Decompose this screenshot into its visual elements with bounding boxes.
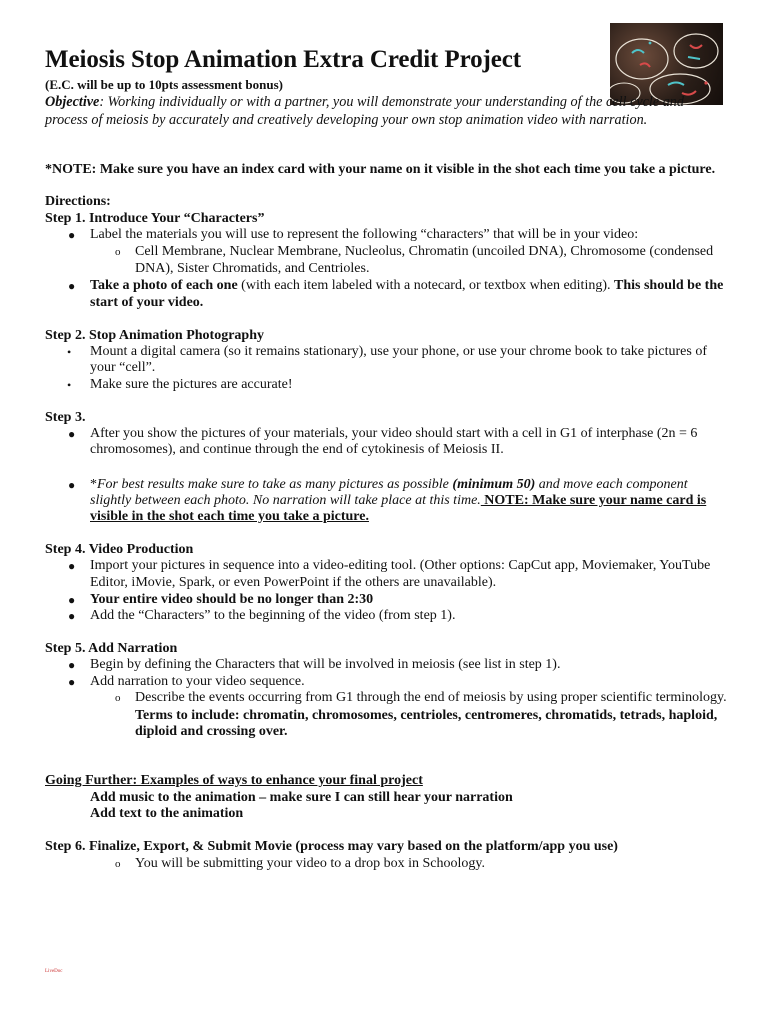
step4-bullet2: Your entire video should be no longer than 2:30 [90, 592, 374, 607]
asterisk: * [90, 477, 97, 492]
step3-heading: Step 3. [45, 410, 86, 425]
step4-bullet1-line2: Editor, iMovie, Spark, or even PowerPoint if the others are unavailable). [90, 575, 497, 590]
step3-bullet1-line1: After you show the pictures of your materials, your video should start with a cell in G1 of interphase (2n = 6 [90, 426, 698, 441]
step1-sub1-line2: DNA), Sister Chromatids, and Centrioles. [135, 261, 370, 276]
step5-sub1-line1: Describe the events occurring from G1 through the end of meiosis by using proper scientific terminology. [135, 690, 727, 705]
step1-bullet2-line2: start of your video. [90, 295, 204, 310]
step6-sub1: You will be submitting your video to a drop box in Schoology. [135, 856, 485, 871]
step1-bullet2-bold: Take a photo of each one [90, 278, 238, 293]
footer-mark: LiveDoc [45, 969, 63, 974]
step5-heading: Step 5. Add Narration [45, 641, 178, 656]
objective-label: Objective [45, 94, 100, 110]
step3-minimum: (minimum 50) [452, 477, 536, 492]
step3-tip-text-3: slightly between each photo. No narration will take place at this time. [90, 493, 481, 508]
step2-heading: Step 2. Stop Animation Photography [45, 328, 264, 343]
step2-bullet1-line1: Mount a digital camera (so it remains stationary), use your phone, or use your chrome book to take pictures of [90, 344, 707, 359]
step2-bullet1-line2: your “cell”. [90, 360, 156, 375]
note-line: *NOTE: Make sure you have an index card with your name on it visible in the shot each time you take a picture. [45, 162, 716, 177]
step1-bullet2 [90, 278, 723, 294]
step1-sub1-line1: Cell Membrane, Nuclear Membrane, Nucleolus, Chromatin (uncoiled DNA), Chromosome (condensed [135, 244, 714, 259]
document-title: Meiosis Stop Animation Extra Credit Project [45, 46, 521, 73]
bullet-icon: ● [68, 478, 76, 492]
bullet-icon: • [67, 378, 72, 392]
step3-bullet2-line1 [90, 477, 688, 493]
bullet-icon: ● [68, 675, 76, 689]
sub-bullet-icon: o [115, 692, 121, 704]
bullet-icon: ● [68, 279, 76, 293]
step2-bullet2: Make sure the pictures are accurate! [90, 377, 293, 392]
step1-bullet1: Label the materials you will use to represent the following “characters” that will be in your video: [90, 227, 639, 242]
going-further-item1: Add music to the animation – make sure I can still hear your narration [90, 790, 513, 805]
step1-bullet2-rest: (with each item labeled with a notecard, or textbox when editing). [237, 278, 614, 293]
bullet-icon: • [67, 345, 72, 359]
step6-heading: Step 6. Finalize, Export, & Submit Movie (process may vary based on the platform/app you use) [45, 839, 618, 854]
terms-label: Terms to include [135, 708, 235, 723]
objective-text: : Working individually or with a partner, you will demonstrate your understanding of the cell cycle and process of meiosis by accurately and creatively developing your own stop animation video with narration. [45, 94, 684, 128]
step1-heading: Step 1. Introduce Your “Characters” [45, 211, 265, 226]
terms-list: : chromatin, chromosomes, centrioles, centromeres, chromatids, tetrads, haploid, [234, 708, 718, 723]
sub-bullet-icon: o [115, 858, 121, 870]
step3-bullet1-line2: chromosomes), and continue through the end of cytokinesis of Meiosis II. [90, 442, 504, 457]
bullet-icon: ● [68, 658, 76, 672]
step3-tip-text: For best results make sure to take as many pictures as possible [97, 477, 453, 492]
bullet-icon: ● [68, 609, 76, 623]
directions-label: Directions: [45, 194, 111, 209]
sub-bullet-icon: o [115, 246, 121, 258]
bullet-icon: ● [68, 559, 76, 573]
step5-terms-line2: diploid and crossing over. [135, 724, 288, 739]
bullet-icon: ● [68, 228, 76, 242]
bullet-icon: ● [68, 593, 76, 607]
objective-paragraph [45, 93, 715, 129]
step3-bullet2-line3: visible in the shot each time you take a picture. [90, 509, 369, 524]
going-further-item2: Add text to the animation [90, 806, 244, 821]
step5-bullet2: Add narration to your video sequence. [90, 674, 305, 689]
step5-terms-line1 [135, 708, 717, 724]
step3-tip-text-2: and move each component [535, 477, 688, 492]
step1-bullet2-bold2: This should be the [614, 278, 724, 293]
document-subtitle: (E.C. will be up to 10pts assessment bonus) [45, 77, 284, 92]
going-further-heading: Going Further: Examples of ways to enhance your final project [45, 773, 423, 788]
bullet-icon: ● [68, 427, 76, 441]
step4-bullet1-line1: Import your pictures in sequence into a video-editing tool. (Other options: CapCut app, Moviemaker, YouTube [90, 558, 711, 573]
step4-heading: Step 4. Video Production [45, 542, 194, 557]
step4-bullet3: Add the “Characters” to the beginning of the video (from step 1). [90, 608, 456, 623]
step5-bullet1: Begin by defining the Characters that will be involved in meiosis (see list in step 1). [90, 657, 561, 672]
step3-name-card-note: NOTE: Make sure your name card is [480, 493, 707, 508]
step3-bullet2-line2 [90, 493, 706, 509]
